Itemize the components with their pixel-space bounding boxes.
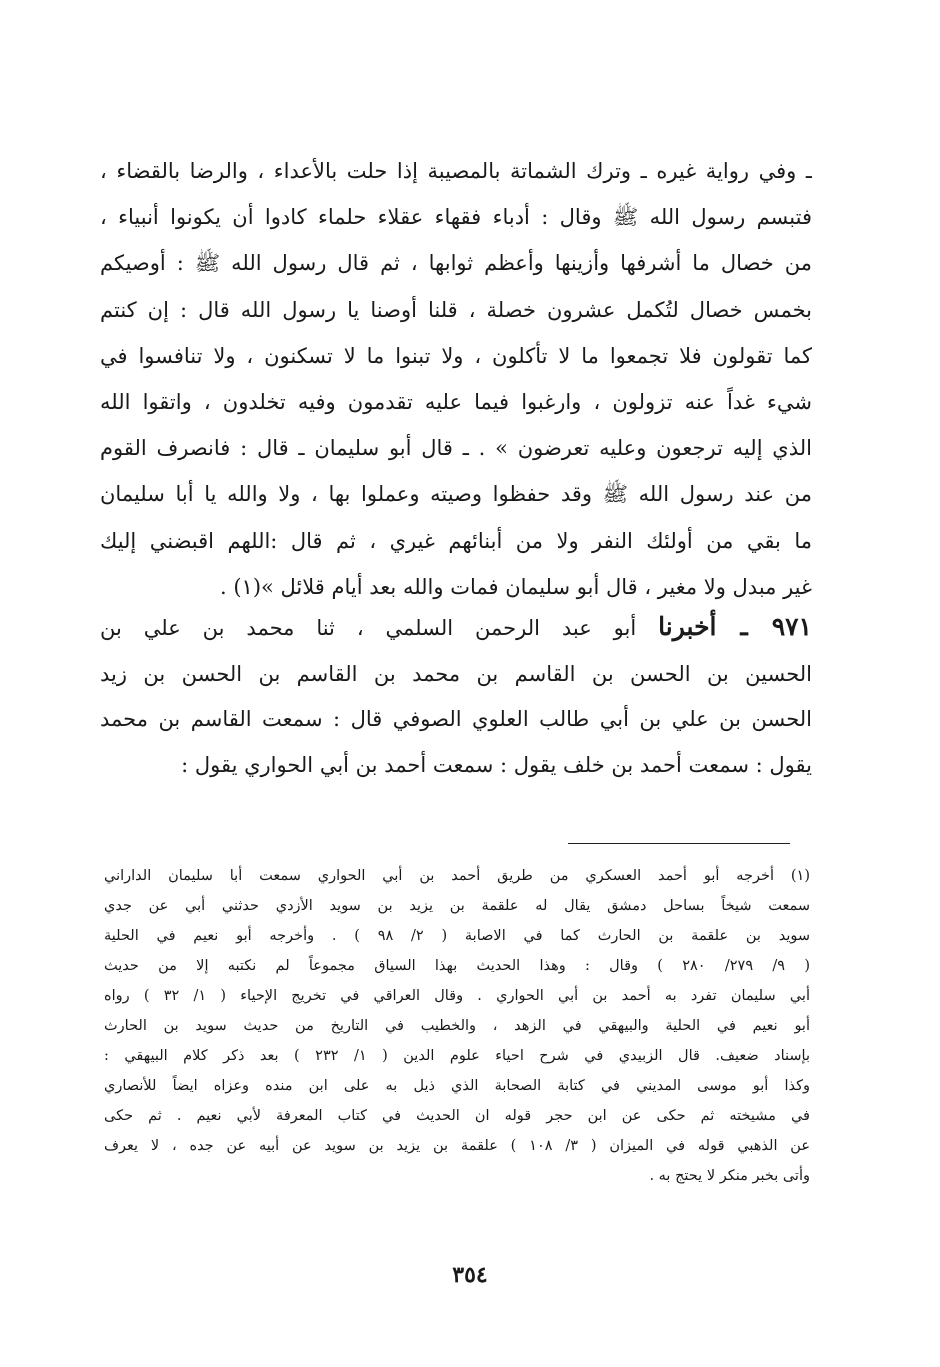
hadith-text-line: يقول : سمعت أحمد بن خلف يقول : سمعت أحمد بن أبي الحواري يقول : [181,752,812,777]
main-text-line: ـ وفي رواية غيره ـ وترك الشماتة بالمصيبة إذا حلت بالأعداء ، والرضا بالقضاء ، [100,159,812,183]
main-text-line: الذي إليه ترجعون وعليه تعرضون » . ـ قال أبو سليمان ـ قال : فانصرف القوم [100,436,812,461]
main-text-line: كما تقولون فلا تجمعوا ما لا تأكلون ، ولا تبنوا ما لا تسكنون ، ولا تنافسوا في [100,343,812,368]
page-number: ٣٥٤ [452,1262,488,1288]
main-text-line: بخمس خصال لتُكمل عشرون خصلة ، قلنا أوصنا يا رسول الله قال : إن كنتم [100,297,812,322]
main-text-line: شيء غداً عنه تزولون ، وارغبوا فيما عليه تقدمون وفيه تخلدون ، واتقوا الله [100,390,812,415]
main-text-line: من خصال ما أشرفها وأزينها وأعظم ثوابها ، ثم قال رسول الله ﷺ : أوصيكم [100,251,812,276]
footnotes-block [104,861,810,1191]
main-text-line: ما بقي من أولئك النفر ولا من أبنائهم غيري ، ثم قال :اللهم اقبضني إليك [100,528,812,553]
footnote-line: سويد بن علقمة بن الحارث كما في الاصابة ( ٢/ ٩٨ ) . وأخرجه أبو نعيم في الحلية [104,928,810,944]
footnote-line: (١) أخرجه أبو أحمد العسكري من طريق أحمد بن أبي الحواري سمعت أبا سليمان الداراني [104,868,810,884]
main-text-line: فتبسم رسول الله ﷺ وقال : أدباء فقهاء عقلاء حلماء كادوا أن يكونوا أنبياء ، [100,205,812,230]
footnote-line: ( ٩/ ٢٧٩/ ٢٨٠ ) وقال : وهذا الحديث بهذا السياق مجموعاً لم نكتبه إلا من حديث [104,958,810,974]
footnote-line: بإسناد ضعيف. قال الزبيدي في شرح احياء علوم الدين ( ١/ ٢٣٢ ) بعد ذكر كلام البيهقي : [104,1048,810,1064]
hadith-text-line: الحسن بن علي بن أبي طالب العلوي الصوفي قال : سمعت القاسم بن محمد [100,707,812,731]
footnote-line: وكذا أبو موسى المديني في كتابة الصحابة الذي ذيل به على ابن منده وعزاه ايضاً للأنصاري [104,1078,810,1094]
main-text-line: غير مبدل ولا مغير ، قال أبو سليمان فمات والله بعد أيام قلائل »(١) . [219,574,812,599]
footnote-line: سمعت شيخاً بساحل دمشق يقال له علقمة بن يزيد بن سويد الأزدي حدثني أبي عن جدي [104,898,810,914]
footnote-line: أبي سليمان تفرد به أحمد بن أبي الحواري . وقال العراقي في تخريج الإحياء ( ١/ ٣٢ ) رواه [104,988,810,1004]
hadith-first-line [100,604,812,652]
footnote-line: عن الذهبي قوله في الميزان ( ٣/ ١٠٨ ) علقمة بن يزيد بن سويد عن أبيه عن جده ، لا يعرف [104,1138,810,1154]
main-text-line: من عند رسول الله ﷺ وقد حفظوا وصيته وعملوا بها ، ولا والله يا أبا سليمان [100,482,812,507]
hadith-number-label: ٩٧١ ـ أخبرنا [658,612,812,641]
hadith-971-block [100,604,812,788]
footnote-separator [568,843,790,844]
main-text-block [100,148,812,610]
footnote-line: أبو نعيم في الحلية والبيهقي في الزهد ، والخطيب في التاريخ من حديث سويد بن الحارث [104,1018,810,1034]
hadith-first-line-text: أبو عبد الرحمن السلمي ، ثنا محمد بن علي بن [100,616,637,640]
footnote-line: في مشيخته ثم حكى عن ابن حجر قوله ان الحديث في كتاب المعرفة لأبي نعيم . ثم حكى [104,1108,810,1124]
footnote-line: وأتى بخبر منكر لا يحتج به . [649,1168,810,1184]
hadith-text-line: الحسين بن الحسن بن القاسم بن محمد بن القاسم بن الحسن بن زيد [100,661,812,686]
